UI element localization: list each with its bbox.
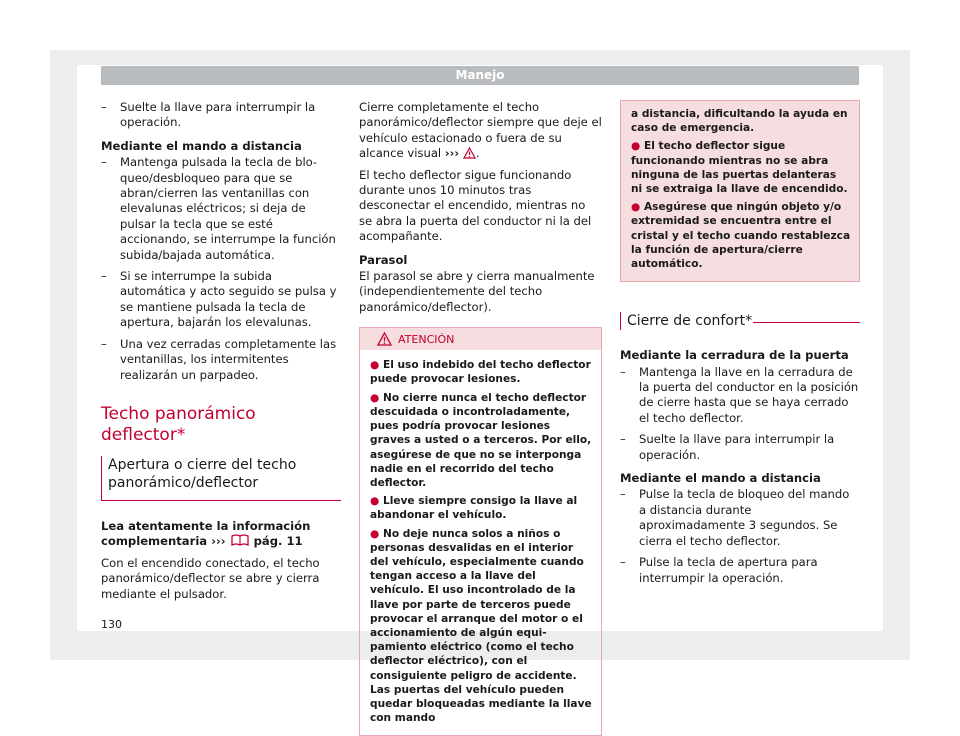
read-info-note	[101, 519, 341, 550]
list-item-text: Una vez cerradas completamente las ventanillas, los intermitentes realizarán un parpadeo.	[120, 336, 337, 382]
read-info-page-link[interactable]: pág. 11	[253, 534, 303, 549]
list-item-text: Si se interrumpe la subida automática y acto seguido se pulsa y se mantiene pulsada la tecla de apertura, bajarán los elevalunas.	[120, 269, 337, 330]
list-item-text: Pulse la tecla de apertura para interrumpir la operación.	[639, 555, 818, 585]
warning-item: a distancia, dificultando la ayuda en caso de emergencia.	[631, 108, 848, 135]
list-item-text: Mantenga pulsada la tecla de bloqueo/desbloqueo para que se abran/cierren las ventanillas con elevalunas eléctricos; si deja de pulsar la tecla que se esté accionando, se interrumpe la función subida/bajada automática.	[120, 155, 336, 262]
list-item-text: Suelte la llave para interrumpir la operación.	[639, 432, 835, 462]
column-middle	[359, 100, 602, 736]
dash-marker: –	[620, 364, 626, 379]
read-info-arrows: ›››	[211, 534, 226, 549]
list-item-text: Suelte la llave para interrumpir la operación.	[120, 100, 316, 130]
warning-triangle-icon	[377, 332, 392, 346]
subsection-title: Apertura o cierre del techo panorámico/deflector	[101, 456, 341, 501]
dash-marker: –	[620, 555, 626, 570]
section-title-comfort	[620, 312, 860, 330]
paragraph-close-roof: Cierre completamente el techo panorámico/deflector siempre que deje el vehículo estacionado o fuera de su alcance visual ››› .	[359, 100, 602, 161]
list-item	[101, 337, 341, 383]
column-right	[620, 100, 860, 592]
warning-header	[360, 328, 601, 350]
warning-item: ● No cierre nunca el techo deflector descuidada o incontroladamente, pues podría provocar lesiones graves a usted o a terceros. Por ello, asegúrese de que no se interponga nadie en el recorrido del techo deflector.	[370, 391, 592, 489]
subheading-parasol: Parasol	[359, 252, 408, 267]
warning-box-continued	[620, 100, 860, 282]
list-item	[101, 155, 341, 263]
warning-item: ● No deje nunca solos a niños o personas desvalidas en el interior del vehículo, especialmente cuando tengan acceso a la llave del vehículo. El uso incontrolado de la llave por parte de terceros puede provocar el arranque del motor o el accionamiento de algún equipamiento eléctrico (como el techo deflector eléctrico), con el consiguiente peligro de accidente. Las puertas del vehículo pueden quedar bloqueadas mediante la llave con mando	[370, 527, 592, 725]
list-item-text: Mantenga la llave en la cerradura de la puerta del conductor en la posición de cierre hasta que se haya cerrado el techo deflector.	[639, 364, 859, 425]
subheading-remote: Mediante el mando a distancia	[101, 138, 302, 153]
section-title-text: Cierre de confort*	[627, 313, 753, 330]
page-number: 130	[101, 618, 122, 631]
paragraph-deflector-time: El techo deflector sigue funcionando durante unos 10 minutos tras desconectar el encendido, mientras no se abra la puerta del conductor ni la del acompañante.	[359, 167, 592, 244]
title-rule	[753, 322, 860, 323]
list-item	[620, 487, 860, 549]
list-item	[620, 432, 860, 463]
dash-marker: –	[101, 336, 107, 351]
dash-marker: –	[101, 100, 107, 114]
column-left	[101, 100, 341, 608]
intro-paragraph: Con el encendido conectado, el techo panorámico/deflector se abre y cierra mediante el pulsador.	[101, 555, 320, 601]
paragraph-text: Cierre completamente el techo panorámico/deflector siempre que deje el vehículo estacionado o fuera de su alcance visual	[359, 100, 602, 161]
dash-marker: –	[101, 269, 107, 284]
subheading-remote: Mediante el mando a distancia	[620, 471, 821, 486]
warning-title: ATENCIÓN	[398, 333, 455, 347]
list-item-text: Pulse la tecla de bloqueo del mando a distancia durante aproximadamente 3 segundos. Se cierra el techo deflector.	[639, 487, 850, 548]
warning-item: ● El techo deflector sigue funcionando mientras no se abra ninguna de las puertas delanteras ni se extraiga la llave de encendido.	[631, 140, 848, 196]
warning-box	[359, 327, 602, 736]
warning-body	[360, 350, 601, 735]
section-title: Techo panorámico deflector*	[101, 403, 256, 445]
warning-item: ● El uso indebido del techo deflector puede provocar lesiones.	[370, 359, 591, 386]
warning-item: ● Asegúrese que ningún objeto y/o extremidad se encuentra entre el cristal y el techo cuando restablezca la función de apertura/cierre automático.	[631, 201, 851, 271]
dash-marker: –	[620, 487, 626, 502]
read-info-text: Lea atentamente la información complementaria	[101, 518, 311, 549]
dash-marker: –	[101, 155, 107, 170]
dash-marker: –	[620, 432, 626, 447]
paragraph-parasol: El parasol se abre y cierra manualmente (independientemente del techo panorámico/deflector).	[359, 269, 595, 314]
book-icon	[230, 534, 250, 547]
warning-triangle-icon	[463, 147, 476, 159]
warning-ref-arrows: ›››	[444, 146, 460, 161]
list-item	[101, 269, 341, 331]
warning-item: ● Lleve siempre consigo la llave al abandonar el vehículo.	[370, 495, 578, 522]
list-item	[620, 365, 860, 427]
subheading-door: Mediante la cerradura de la puerta	[620, 348, 849, 363]
list-item	[101, 100, 341, 131]
chapter-header: Manejo	[101, 66, 859, 85]
list-item	[620, 555, 860, 586]
